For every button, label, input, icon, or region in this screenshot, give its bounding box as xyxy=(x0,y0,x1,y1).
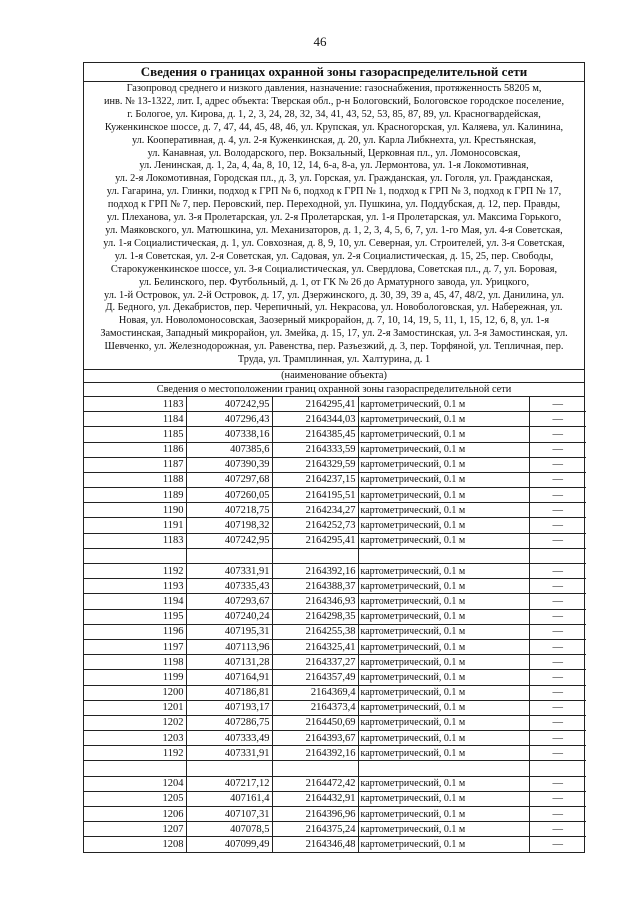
coord-x-cell: 407186,81 xyxy=(186,685,272,700)
description-line: инв. № 13-1322, лит. I, адрес объекта: Тверская обл., р-н Бологовский, Бологовское городское поселение, xyxy=(103,95,565,107)
description-line: ул. 1-я Советская, ул. 2-я Советская, ул. Садовая, ул. 2-я Социалистическая, д. 15, 25, пер. Свободы, xyxy=(114,250,554,262)
table-row xyxy=(84,397,586,412)
dash-cell: — xyxy=(529,427,586,442)
description-line: Труда, ул. Трамплинная, ул. Халтурина, д. 1 xyxy=(237,354,431,366)
blank-row xyxy=(84,548,586,563)
method-cell: картометрический, 0.1 м xyxy=(358,791,529,806)
table-row xyxy=(84,685,586,700)
point-number-cell: 1183 xyxy=(84,397,186,412)
method-cell: картометрический, 0.1 м xyxy=(358,609,529,624)
method-cell: картометрический, 0.1 м xyxy=(358,731,529,746)
dash-cell: — xyxy=(529,837,586,852)
point-number-cell: 1208 xyxy=(84,837,186,852)
coord-y-cell: 2164333,59 xyxy=(272,442,358,457)
dash-cell: — xyxy=(529,503,586,518)
point-number-cell: 1197 xyxy=(84,639,186,654)
method-cell: картометрический, 0.1 м xyxy=(358,579,529,594)
coord-x-cell: 407099,49 xyxy=(186,837,272,852)
dash-cell: — xyxy=(529,518,586,533)
coord-y-cell: 2164346,93 xyxy=(272,594,358,609)
dash-cell: — xyxy=(529,397,586,412)
dash-cell: — xyxy=(529,624,586,639)
coord-y-cell: 2164388,37 xyxy=(272,579,358,594)
blank-row xyxy=(84,761,586,776)
method-cell: картометрический, 0.1 м xyxy=(358,472,529,487)
coord-y-cell: 2164237,15 xyxy=(272,472,358,487)
point-number-cell: 1195 xyxy=(84,609,186,624)
dash-cell: — xyxy=(529,746,586,761)
description-line: г. Бологое, ул. Кирова, д. 1, 2, 3, 24, 28, 32, 34, 41, 43, 52, 53, 85, 87, 89, ул. Красногвардейская, xyxy=(127,108,541,120)
point-number-cell: 1196 xyxy=(84,624,186,639)
table-row xyxy=(84,488,586,503)
method-cell: картометрический, 0.1 м xyxy=(358,427,529,442)
point-number-cell: 1190 xyxy=(84,503,186,518)
document-table xyxy=(83,62,585,853)
coord-y-cell: 2164195,51 xyxy=(272,488,358,503)
dash-cell: — xyxy=(529,442,586,457)
description-line: ул. Гагарина, ул. Глинки, подход к ГРП № 6, подход к ГРП № 1, подход к ГРП № 3, подход к ГРП № 17, xyxy=(106,186,562,198)
coord-x-cell: 407193,17 xyxy=(186,700,272,715)
dash-cell: — xyxy=(529,609,586,624)
table-row xyxy=(84,746,586,761)
method-cell: картометрический, 0.1 м xyxy=(358,700,529,715)
point-number-cell: 1203 xyxy=(84,731,186,746)
description-line: Замостинская, Западный микрорайон, ул. Змейка, д. 15, 17, ул. 2-я Замостинская, ул. 3-я Замостинская, ул. xyxy=(100,328,568,340)
dash-cell: — xyxy=(529,685,586,700)
object-description xyxy=(84,82,584,370)
location-subtitle: Сведения о местоположении границ охранной зоны газораспределительной сети xyxy=(84,383,584,397)
table-row xyxy=(84,700,586,715)
coord-x-cell: 407164,91 xyxy=(186,670,272,685)
dash-cell: — xyxy=(529,533,586,548)
method-cell: картометрический, 0.1 м xyxy=(358,655,529,670)
coord-x-cell: 407338,16 xyxy=(186,427,272,442)
empty-cell xyxy=(84,548,186,563)
point-number-cell: 1194 xyxy=(84,594,186,609)
table-row xyxy=(84,639,586,654)
description-line: Новая, ул. Новоломоносовская, Заозерный микрорайон, д. 7, 10, 14, 19, 5, 11, 1, 15, 12, 6, 8, ул. 1-я xyxy=(118,315,550,327)
method-cell: картометрический, 0.1 м xyxy=(358,685,529,700)
point-number-cell: 1192 xyxy=(84,746,186,761)
description-line: ул. Ленинская, д. 1, 2а, 4, 4а, 8, 10, 12, 14, 6-а, 8-а, ул. Лермонтова, ул. 1-я Локомотивная, xyxy=(139,160,529,172)
coord-x-cell: 407297,68 xyxy=(186,472,272,487)
coord-y-cell: 2164234,27 xyxy=(272,503,358,518)
point-number-cell: 1183 xyxy=(84,533,186,548)
coord-y-cell: 2164472,42 xyxy=(272,776,358,791)
coord-y-cell: 2164357,49 xyxy=(272,670,358,685)
method-cell: картометрический, 0.1 м xyxy=(358,564,529,579)
dash-cell: — xyxy=(529,412,586,427)
empty-cell xyxy=(186,548,272,563)
coord-x-cell: 407107,31 xyxy=(186,807,272,822)
description-line: ул. 2-я Локомотивная, Городская пл., д. 3, ул. Горская, ул. Гражданская, ул. Гоголя, ул. Гражданская, xyxy=(115,173,553,185)
point-number-cell: 1189 xyxy=(84,488,186,503)
coord-x-cell: 407385,6 xyxy=(186,442,272,457)
point-number-cell: 1198 xyxy=(84,655,186,670)
dash-cell: — xyxy=(529,791,586,806)
description-line: ул. Канавная, ул. Володарского, пер. Вокзальный, Церковная пл., ул. Ломоносовская, xyxy=(147,147,521,159)
point-number-cell: 1204 xyxy=(84,776,186,791)
coord-x-cell: 407217,12 xyxy=(186,776,272,791)
table-row xyxy=(84,533,586,548)
coord-x-cell: 407218,75 xyxy=(186,503,272,518)
coord-x-cell: 407296,43 xyxy=(186,412,272,427)
method-cell: картометрический, 0.1 м xyxy=(358,670,529,685)
coord-y-cell: 2164392,16 xyxy=(272,746,358,761)
table-row xyxy=(84,564,586,579)
description-line: ул. Белинского, пер. Футбольный, д. 1, от ГК № 26 до Арматурного завода, ул. Урицкого, xyxy=(138,276,530,288)
coord-y-cell: 2164295,41 xyxy=(272,533,358,548)
page-number: 46 xyxy=(313,34,327,49)
table-row xyxy=(84,457,586,472)
coord-x-cell: 407335,43 xyxy=(186,579,272,594)
coord-y-cell: 2164393,67 xyxy=(272,731,358,746)
table-row xyxy=(84,715,586,730)
method-cell: картометрический, 0.1 м xyxy=(358,715,529,730)
empty-cell xyxy=(358,761,529,776)
table-row xyxy=(84,442,586,457)
coord-y-cell: 2164392,16 xyxy=(272,564,358,579)
coord-x-cell: 407260,05 xyxy=(186,488,272,503)
coord-y-cell: 2164450,69 xyxy=(272,715,358,730)
method-cell: картометрический, 0.1 м xyxy=(358,518,529,533)
description-line: ул. 1-й Островок, ул. 2-й Островок, д. 17, ул. Дзержинского, д. 30, 39, 39 а, 45, 47, 48/2, ул. Данилина, ул. xyxy=(104,289,564,301)
method-cell: картометрический, 0.1 м xyxy=(358,822,529,837)
method-cell: картометрический, 0.1 м xyxy=(358,624,529,639)
table-row xyxy=(84,624,586,639)
method-cell: картометрический, 0.1 м xyxy=(358,442,529,457)
coord-x-cell: 407242,95 xyxy=(186,397,272,412)
dash-cell: — xyxy=(529,822,586,837)
description-line: Куженкинское шоссе, д. 7, 47, 44, 45, 48, 46, ул. Крупская, ул. Красногорская, ул. Каляева, ул. Калинина, xyxy=(104,121,564,133)
description-line: Газопровод среднего и низкого давления, назначение: газоснабжения, протяженность 58205 м, xyxy=(126,83,542,94)
coord-x-cell: 407078,5 xyxy=(186,822,272,837)
coord-y-cell: 2164432,91 xyxy=(272,791,358,806)
coord-x-cell: 407286,75 xyxy=(186,715,272,730)
coord-x-cell: 407390,39 xyxy=(186,457,272,472)
point-number-cell: 1199 xyxy=(84,670,186,685)
method-cell: картометрический, 0.1 м xyxy=(358,503,529,518)
coord-y-cell: 2164255,38 xyxy=(272,624,358,639)
coord-y-cell: 2164337,27 xyxy=(272,655,358,670)
method-cell: картометрический, 0.1 м xyxy=(358,533,529,548)
description-line: Д. Бедного, ул. Декабристов, пер. Черепичный, ул. Некрасова, ул. Новобологовская, ул. Набережная, ул. xyxy=(105,302,563,314)
dash-cell: — xyxy=(529,807,586,822)
coord-x-cell: 407293,67 xyxy=(186,594,272,609)
description-line: ул. 1-я Социалистическая, д. 1, ул. Совхозная, д. 8, 9, 10, ул. Северная, ул. Строителей, ул. 3-я Советская, xyxy=(103,237,565,249)
method-cell: картометрический, 0.1 м xyxy=(358,746,529,761)
coord-y-cell: 2164295,41 xyxy=(272,397,358,412)
method-cell: картометрический, 0.1 м xyxy=(358,639,529,654)
point-number-cell: 1191 xyxy=(84,518,186,533)
description-line: Старокуженкинское шоссе, ул. 3-я Социалистическая, ул. Свердлова, Советская пл., д. 7, ул. Боровая, xyxy=(110,263,558,275)
dash-cell: — xyxy=(529,488,586,503)
point-number-cell: 1205 xyxy=(84,791,186,806)
dash-cell: — xyxy=(529,776,586,791)
coord-y-cell: 2164344,03 xyxy=(272,412,358,427)
table-row xyxy=(84,655,586,670)
point-number-cell: 1185 xyxy=(84,427,186,442)
table-row xyxy=(84,822,586,837)
coord-x-cell: 407333,49 xyxy=(186,731,272,746)
coord-x-cell: 407240,24 xyxy=(186,609,272,624)
dash-cell: — xyxy=(529,670,586,685)
dash-cell: — xyxy=(529,457,586,472)
coord-x-cell: 407198,32 xyxy=(186,518,272,533)
coord-x-cell: 407131,28 xyxy=(186,655,272,670)
coord-y-cell: 2164346,48 xyxy=(272,837,358,852)
dash-cell: — xyxy=(529,700,586,715)
dash-cell: — xyxy=(529,472,586,487)
point-number-cell: 1192 xyxy=(84,564,186,579)
description-line: подход к ГРП № 7, пер. Перовский, пер. Переходной, ул. Пушкина, ул. Поддубская, д. 12, пер. Правды, xyxy=(107,199,561,211)
empty-cell xyxy=(529,548,586,563)
description-line: ул. Маяковского, ул. Матюшкина, ул. Механизаторов, д. 1, 2, 3, 4, 5, 6, 7, ул. 1-го Мая, ул. 4-я Советская, xyxy=(105,224,563,236)
dash-cell: — xyxy=(529,564,586,579)
coord-x-cell: 407113,96 xyxy=(186,639,272,654)
point-number-cell: 1200 xyxy=(84,685,186,700)
table-row xyxy=(84,609,586,624)
empty-cell xyxy=(529,761,586,776)
table-row xyxy=(84,731,586,746)
document-title: Сведения о границах охранной зоны газораспределительной сети xyxy=(84,63,584,82)
method-cell: картометрический, 0.1 м xyxy=(358,776,529,791)
method-cell: картометрический, 0.1 м xyxy=(358,412,529,427)
method-cell: картометрический, 0.1 м xyxy=(358,807,529,822)
table-row xyxy=(84,412,586,427)
method-cell: картометрический, 0.1 м xyxy=(358,457,529,472)
coord-y-cell: 2164375,24 xyxy=(272,822,358,837)
table-row xyxy=(84,776,586,791)
coord-y-cell: 2164385,45 xyxy=(272,427,358,442)
description-line: ул. Кооперативная, д. 4, ул. 2-я Куженкинская, д. 20, ул. Карла Либкнехта, ул. Крестьянская, xyxy=(131,134,537,146)
point-number-cell: 1186 xyxy=(84,442,186,457)
coord-y-cell: 2164396,96 xyxy=(272,807,358,822)
empty-cell xyxy=(272,761,358,776)
dash-cell: — xyxy=(529,594,586,609)
coord-x-cell: 407331,91 xyxy=(186,746,272,761)
table-row xyxy=(84,594,586,609)
coord-y-cell: 2164298,35 xyxy=(272,609,358,624)
dash-cell: — xyxy=(529,579,586,594)
point-number-cell: 1188 xyxy=(84,472,186,487)
empty-cell xyxy=(272,548,358,563)
coord-y-cell: 2164369,4 xyxy=(272,685,358,700)
method-cell: картометрический, 0.1 м xyxy=(358,397,529,412)
point-number-cell: 1201 xyxy=(84,700,186,715)
coord-x-cell: 407161,4 xyxy=(186,791,272,806)
table-row xyxy=(84,518,586,533)
point-number-cell: 1207 xyxy=(84,822,186,837)
coord-y-cell: 2164325,41 xyxy=(272,639,358,654)
point-number-cell: 1187 xyxy=(84,457,186,472)
description-line: Шевченко, ул. Железнодорожная, ул. Равенства, пер. Разъезжий, д. 3, пер. Торфяной, ул. Тепличная, пер. xyxy=(104,341,564,353)
dash-cell: — xyxy=(529,639,586,654)
description-line: ул. Плеханова, ул. 3-я Пролетарская, ул. 2-я Пролетарская, ул. 1-я Пролетарская, ул. Максима Горького, xyxy=(106,212,562,224)
table-row xyxy=(84,837,586,852)
table-row xyxy=(84,472,586,487)
coord-y-cell: 2164252,73 xyxy=(272,518,358,533)
table-row xyxy=(84,807,586,822)
method-cell: картометрический, 0.1 м xyxy=(358,594,529,609)
dash-cell: — xyxy=(529,731,586,746)
point-number-cell: 1193 xyxy=(84,579,186,594)
table-row xyxy=(84,503,586,518)
coord-x-cell: 407242,95 xyxy=(186,533,272,548)
point-number-cell: 1206 xyxy=(84,807,186,822)
table-row xyxy=(84,427,586,442)
empty-cell xyxy=(84,761,186,776)
point-number-cell: 1202 xyxy=(84,715,186,730)
coord-y-cell: 2164373,4 xyxy=(272,700,358,715)
dash-cell: — xyxy=(529,715,586,730)
coord-y-cell: 2164329,59 xyxy=(272,457,358,472)
point-number-cell: 1184 xyxy=(84,412,186,427)
object-name-caption: (наименование объекта) xyxy=(84,370,584,383)
method-cell: картометрический, 0.1 м xyxy=(358,488,529,503)
table-row xyxy=(84,670,586,685)
empty-cell xyxy=(358,548,529,563)
coordinates-table xyxy=(84,397,586,852)
table-row xyxy=(84,579,586,594)
empty-cell xyxy=(186,761,272,776)
dash-cell: — xyxy=(529,655,586,670)
coord-x-cell: 407195,31 xyxy=(186,624,272,639)
coord-x-cell: 407331,91 xyxy=(186,564,272,579)
table-row xyxy=(84,791,586,806)
method-cell: картометрический, 0.1 м xyxy=(358,837,529,852)
